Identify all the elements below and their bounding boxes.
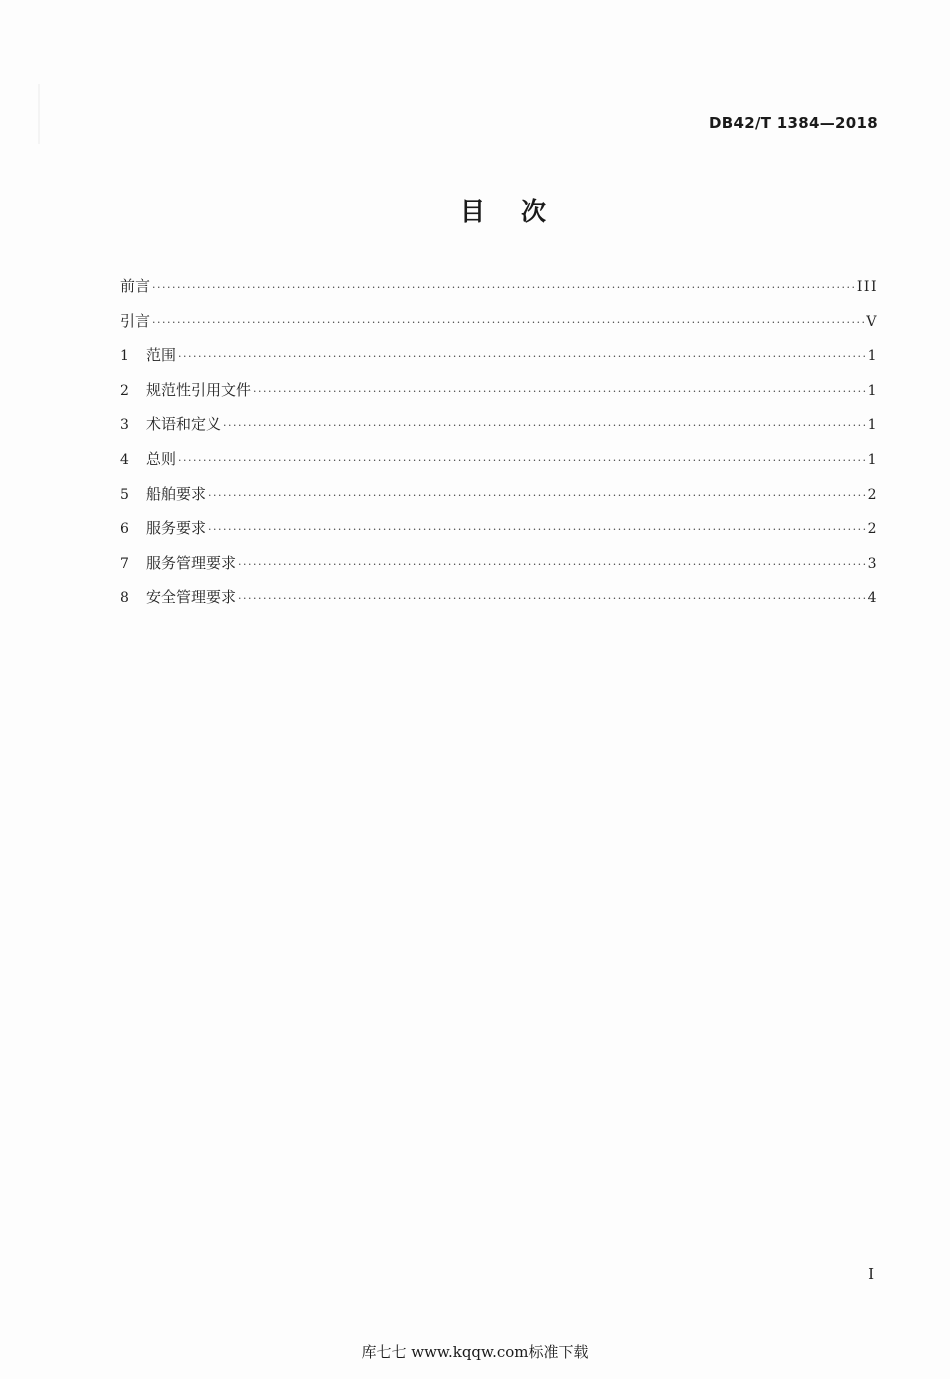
toc-leader-dots (178, 345, 866, 369)
toc-leader-dots (208, 484, 866, 508)
table-of-contents (120, 274, 878, 620)
toc-entry-page: 1 (867, 348, 878, 365)
toc-title (0, 192, 950, 228)
scan-artifact (38, 84, 84, 144)
toc-entry-text: 范围 (146, 346, 177, 365)
toc-entry-text: 总则 (146, 449, 177, 468)
toc-title-char: 次 (521, 197, 547, 226)
toc-entry-service-management[interactable] (120, 551, 878, 586)
toc-entry-service-requirements[interactable] (120, 516, 878, 551)
toc-entry-page: 4 (867, 590, 878, 607)
toc-entry-general[interactable] (120, 447, 878, 482)
toc-entry-text: 船舶要求 (146, 484, 207, 503)
toc-entry-text: 服务要求 (146, 519, 207, 538)
toc-entry-number: 1 (120, 348, 129, 365)
toc-entry-foreword[interactable] (120, 274, 878, 309)
toc-entry-page: 2 (867, 486, 878, 503)
toc-entry-page: 1 (867, 417, 878, 434)
toc-entry-number: 4 (120, 451, 129, 468)
toc-entry-scope[interactable] (120, 343, 878, 378)
toc-entry-number: 5 (120, 486, 129, 503)
toc-leader-dots (223, 414, 866, 438)
footer-watermark: 库七七 www.kqqw.com标准下载 (361, 1343, 589, 1361)
toc-entry-page: 2 (867, 521, 878, 538)
toc-entry-text: 规范性引用文件 (146, 380, 252, 399)
standard-code: DB42/T 1384—2018 (709, 114, 878, 132)
toc-entry-normative-references[interactable] (120, 378, 878, 413)
toc-leader-dots (178, 449, 866, 473)
toc-entry-safety-management[interactable] (120, 585, 878, 620)
toc-entry-terms-definitions[interactable] (120, 412, 878, 447)
toc-entry-page: 3 (867, 555, 878, 572)
toc-title-char: 目 (459, 197, 485, 226)
toc-entry-ship-requirements[interactable] (120, 482, 878, 517)
toc-entry-number: 6 (120, 521, 129, 538)
toc-entry-number: 8 (120, 590, 129, 607)
toc-entry-text: 引言 (120, 311, 151, 330)
toc-entry-page: V (866, 313, 878, 330)
toc-entry-page: 1 (867, 451, 878, 468)
toc-leader-dots (152, 276, 855, 300)
page-number: I (868, 1265, 874, 1283)
toc-leader-dots (238, 553, 866, 577)
toc-entry-number: 2 (120, 382, 129, 399)
toc-entry-introduction[interactable] (120, 309, 878, 344)
toc-entry-page: 1 (867, 382, 878, 399)
toc-entry-number: 7 (120, 555, 129, 572)
toc-entry-text: 安全管理要求 (146, 588, 237, 607)
toc-entry-text: 前言 (120, 277, 151, 295)
toc-leader-dots (208, 518, 866, 542)
toc-entry-number: 3 (120, 417, 129, 434)
toc-leader-dots (238, 587, 866, 611)
toc-leader-dots (152, 311, 864, 335)
toc-leader-dots (253, 380, 866, 404)
toc-entry-page: III (856, 279, 878, 295)
toc-entry-text: 服务管理要求 (146, 553, 237, 572)
toc-entry-text: 术语和定义 (146, 415, 222, 434)
